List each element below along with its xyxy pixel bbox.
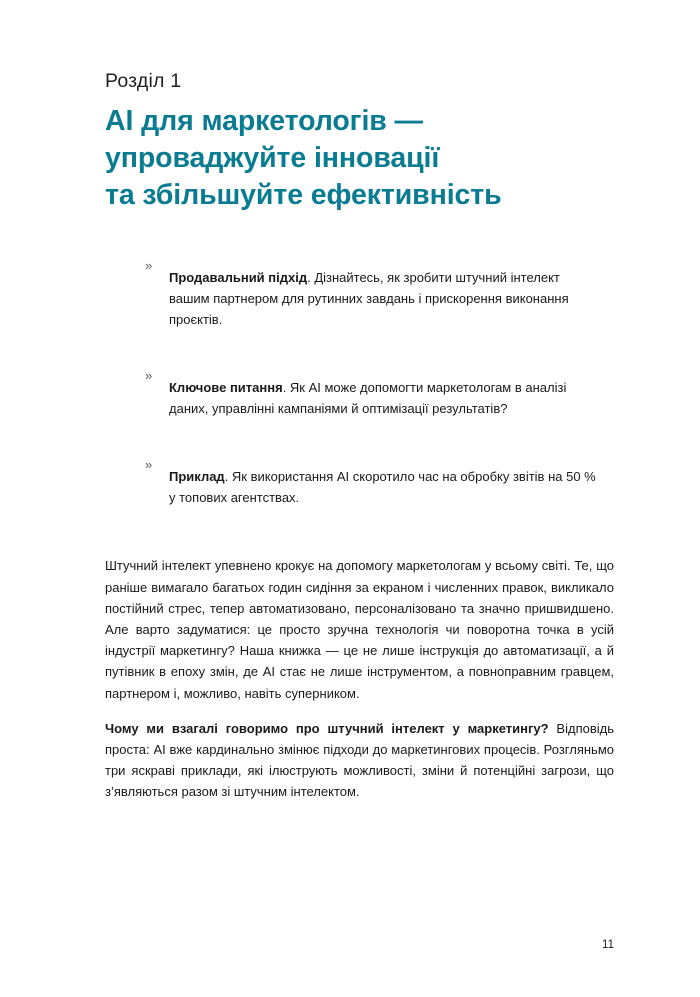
page-title xyxy=(105,103,614,214)
list-item-body: . Як використання AI скоротило час на обробку звітів на 50 % у топових агентствах. xyxy=(169,469,596,506)
body-paragraph xyxy=(105,718,614,803)
list-item-lead: Продавальний підхід xyxy=(169,270,308,286)
list-item-lead: Приклад xyxy=(169,469,225,485)
bullet-list xyxy=(105,254,614,521)
list-item-text xyxy=(169,466,599,508)
list-item-lead: Ключове питання xyxy=(169,380,283,396)
page-title-line-1: AI для маркетологів — xyxy=(105,105,423,137)
list-item-text xyxy=(169,377,599,419)
list-item-body: . Як AI може допомогти маркетологам в аналізі даних, управлінні кампаніями й оптимізації результатів? xyxy=(169,380,567,417)
list-item-text xyxy=(169,267,599,330)
list-item xyxy=(145,453,604,521)
body-paragraph xyxy=(105,555,614,703)
page-title-line-3: та збільшуйте ефективність xyxy=(105,179,502,212)
paragraph-lead: Чому ми взагалі говоримо про штучний інтелект у маркетингу? xyxy=(105,720,549,736)
list-item xyxy=(145,254,604,343)
bullet-marker-icon: » xyxy=(145,456,153,472)
list-item xyxy=(145,364,604,432)
paragraph-text: Штучний інтелект упевнено крокує на допомогу маркетологам у всьому світі. Те, що раніше вимагало багатьох годин сидіння за екраном і численних правок, викликало постійний стрес, тепер автоматизовано, персоналізовано та значно пришвидшено. Але варто задуматися: це просто зручна технологія чи поворотна точка в усій індустрії маркетингу? Наша книжка — це не лише інструкція до автоматизації, а й путівник в епоху змін, де AI стає не лише інструментом, а повноправним гравцем, партнером і, можливо, навіть суперником. xyxy=(105,558,614,701)
list-item-body: . Дізнайтесь, як зробити штучний інтелект вашим партнером для рутинних завдань і прискорення виконання проєктів. xyxy=(169,270,569,328)
page-title-line-2: упроваджуйте інновації xyxy=(105,142,440,175)
bullet-marker-icon: » xyxy=(145,257,153,273)
bullet-marker-icon: » xyxy=(145,367,153,383)
chapter-label: Розділ 1 xyxy=(105,70,182,92)
page-number: 11 xyxy=(602,939,614,951)
paragraph-text: Відповідь проста: AI вже кардинально змінює підходи до маркетингових процесів. Розгляньмо три яскраві приклади, які ілюструють можливості, зміни й потенційні загрози, що з’являються разом зі штучним інтелектом. xyxy=(105,720,614,800)
